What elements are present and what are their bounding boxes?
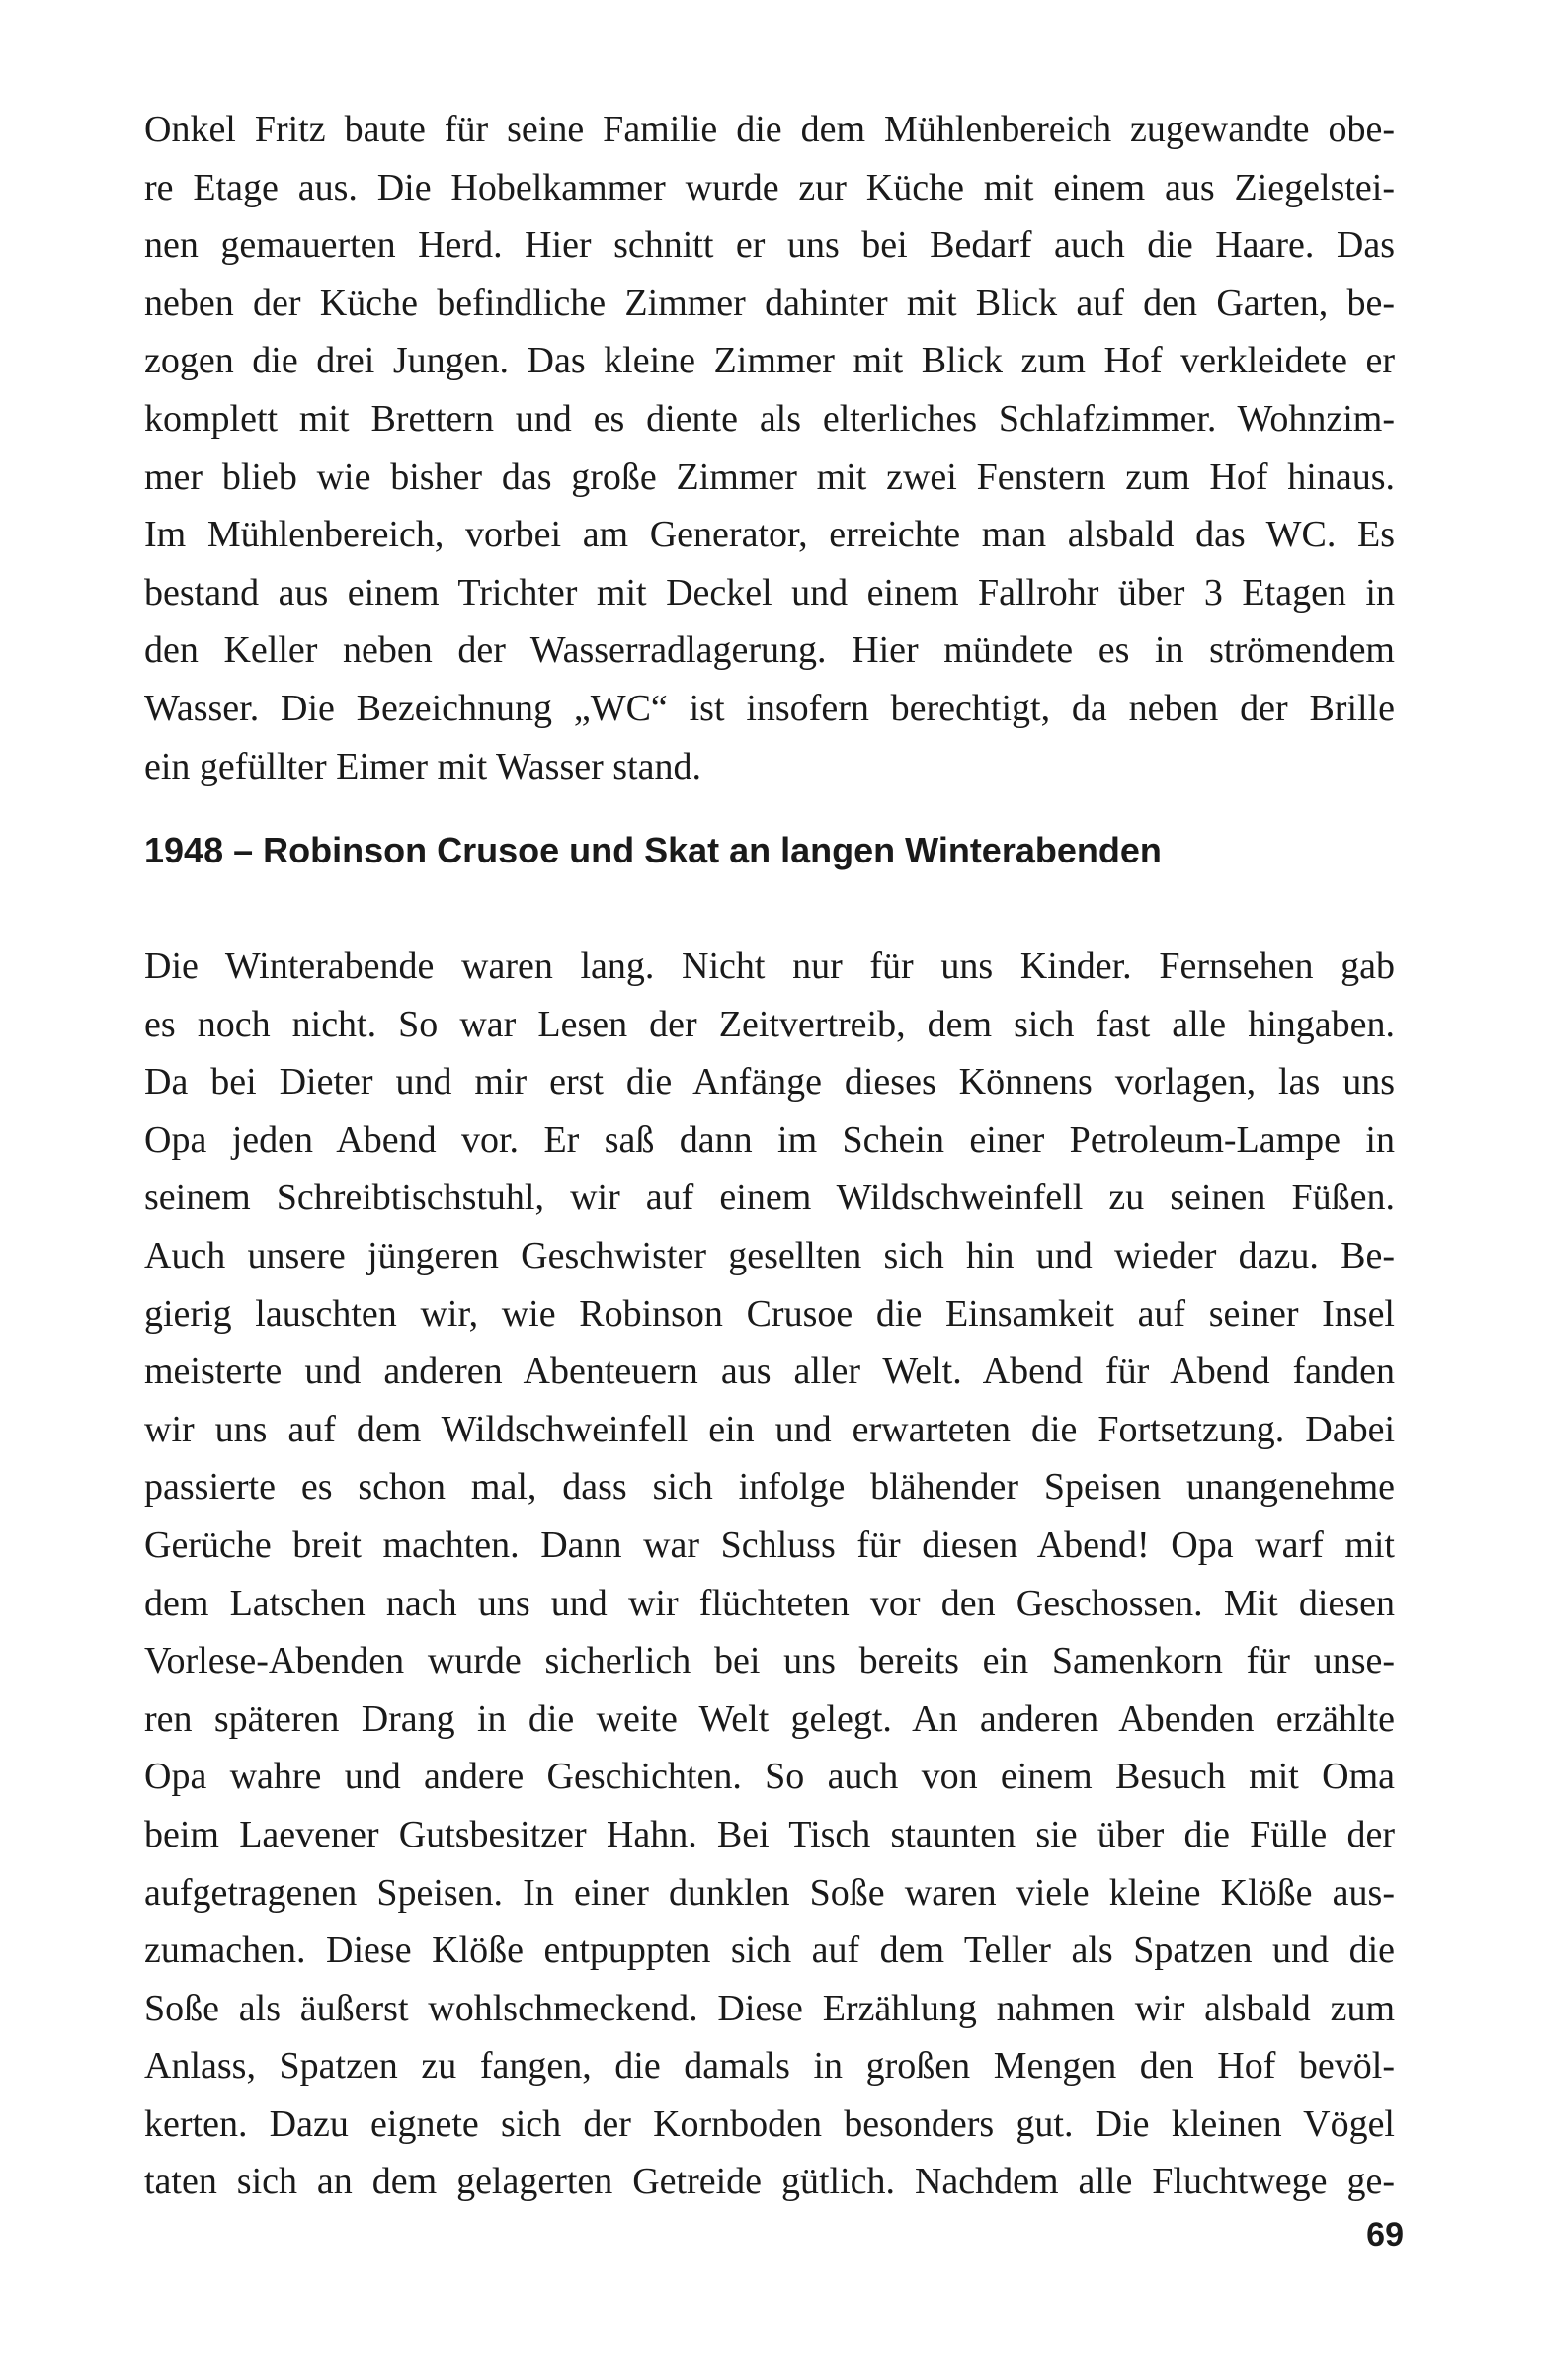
text-line: kerten. Dazu eignete sich der Kornboden besonders gut. Die kleinen Vögel bbox=[144, 2102, 1395, 2145]
text-line: beim Laevener Gutsbesitzer Hahn. Bei Tisch staunten sie über die Fülle der bbox=[144, 1813, 1395, 1855]
text-line: Im Mühlenbereich, vorbei am Generator, erreichte man alsbald das WC. Es bbox=[144, 514, 1395, 556]
text-line: zogen die drei Jungen. Das kleine Zimmer mit Blick zum Hof verkleidete er bbox=[144, 340, 1395, 382]
text-line: Vorlese-Abenden wurde sicherlich bei uns bereits ein Samenkorn für unse- bbox=[144, 1640, 1395, 1682]
text-line: Onkel Fritz baute für seine Familie die dem Mühlenbereich zugewandte obe- bbox=[144, 109, 1395, 150]
text-line: Anlass, Spatzen zu fangen, die damals in großen Mengen den Hof bevöl- bbox=[144, 2045, 1395, 2088]
text-line: wir uns auf dem Wildschweinfell ein und erwarteten die Fortsetzung. Dabei bbox=[144, 1408, 1395, 1450]
text-line: mer blieb wie bisher das große Zimmer mit zwei Fenstern zum Hof hinaus. bbox=[144, 455, 1395, 498]
text-line: seinem Schreibtischstuhl, wir auf einem Wildschweinfell zu seinen Füßen. bbox=[144, 1177, 1395, 1219]
text-line: Gerüche breit machten. Dann war Schluss für diesen Abend! Opa warf mit bbox=[144, 1523, 1395, 1566]
text-line: Die Winterabende waren lang. Nicht nur für uns Kinder. Fernsehen gab bbox=[144, 945, 1395, 987]
text-line: zumachen. Diese Klöße entpuppten sich auf dem Teller als Spatzen und die bbox=[144, 1929, 1395, 1972]
paragraph-winter-evenings bbox=[144, 938, 1395, 2211]
text-line: bestand aus einem Trichter mit Deckel und einem Fallrohr über 3 Etagen in bbox=[144, 571, 1395, 614]
page-number: 69 bbox=[1366, 2216, 1404, 2254]
text-line: ren späteren Drang in die weite Welt gelegt. An anderen Abenden erzählte bbox=[144, 1697, 1395, 1740]
text-line: Opa wahre und andere Geschichten. So auch von einem Besuch mit Oma bbox=[144, 1756, 1395, 1798]
text-line: Wasser. Die Bezeichnung „WC“ ist insofern berechtigt, da neben der Brille bbox=[144, 687, 1395, 729]
text-line: Soße als äußerst wohlschmeckend. Diese Erzählung nahmen wir alsbald zum bbox=[144, 1987, 1395, 2029]
section-heading: 1948 – Robinson Crusoe und Skat an langen Winterabenden bbox=[144, 830, 1162, 870]
text-line: dem Latschen nach uns und wir flüchteten vor den Geschossen. Mit diesen bbox=[144, 1582, 1395, 1624]
paragraph-mill-apartment bbox=[144, 101, 1395, 795]
text-line: re Etage aus. Die Hobelkammer wurde zur Küche mit einem aus Ziegelstei- bbox=[144, 166, 1395, 208]
text-line: Opa jeden Abend vor. Er saß dann im Schein einer Petroleum-Lampe in bbox=[144, 1118, 1395, 1161]
text-line: ein gefüllter Eimer mit Wasser stand. bbox=[144, 745, 701, 787]
text-line: Da bei Dieter und mir erst die Anfänge dieses Könnens vorlagen, las uns bbox=[144, 1061, 1395, 1104]
text-line: passierte es schon mal, dass sich infolge blähender Speisen unangenehme bbox=[144, 1466, 1395, 1509]
text-line: den Keller neben der Wasserradlagerung. Hier mündete es in strömendem bbox=[144, 629, 1395, 672]
text-line: gierig lauschten wir, wie Robinson Crusoe die Einsamkeit auf seiner Insel bbox=[144, 1292, 1395, 1335]
text-line: nen gemauerten Herd. Hier schnitt er uns bei Bedarf auch die Haare. Das bbox=[144, 224, 1395, 267]
text-line: meisterte und anderen Abenteuern aus aller Welt. Abend für Abend fanden bbox=[144, 1351, 1395, 1393]
text-line: taten sich an dem gelagerten Getreide gütlich. Nachdem alle Fluchtwege ge- bbox=[144, 2161, 1395, 2203]
text-line: es noch nicht. So war Lesen der Zeitvertreib, dem sich fast alle hingaben. bbox=[144, 1003, 1395, 1045]
text-line: aufgetragenen Speisen. In einer dunklen Soße waren viele kleine Klöße aus- bbox=[144, 1871, 1395, 1914]
text-line: Auch unsere jüngeren Geschwister gesellten sich hin und wieder dazu. Be- bbox=[144, 1234, 1395, 1276]
text-line: komplett mit Brettern und es diente als elterliches Schlafzimmer. Wohnzim- bbox=[144, 397, 1395, 440]
text-line: neben der Küche befindliche Zimmer dahinter mit Blick auf den Garten, be- bbox=[144, 282, 1395, 324]
